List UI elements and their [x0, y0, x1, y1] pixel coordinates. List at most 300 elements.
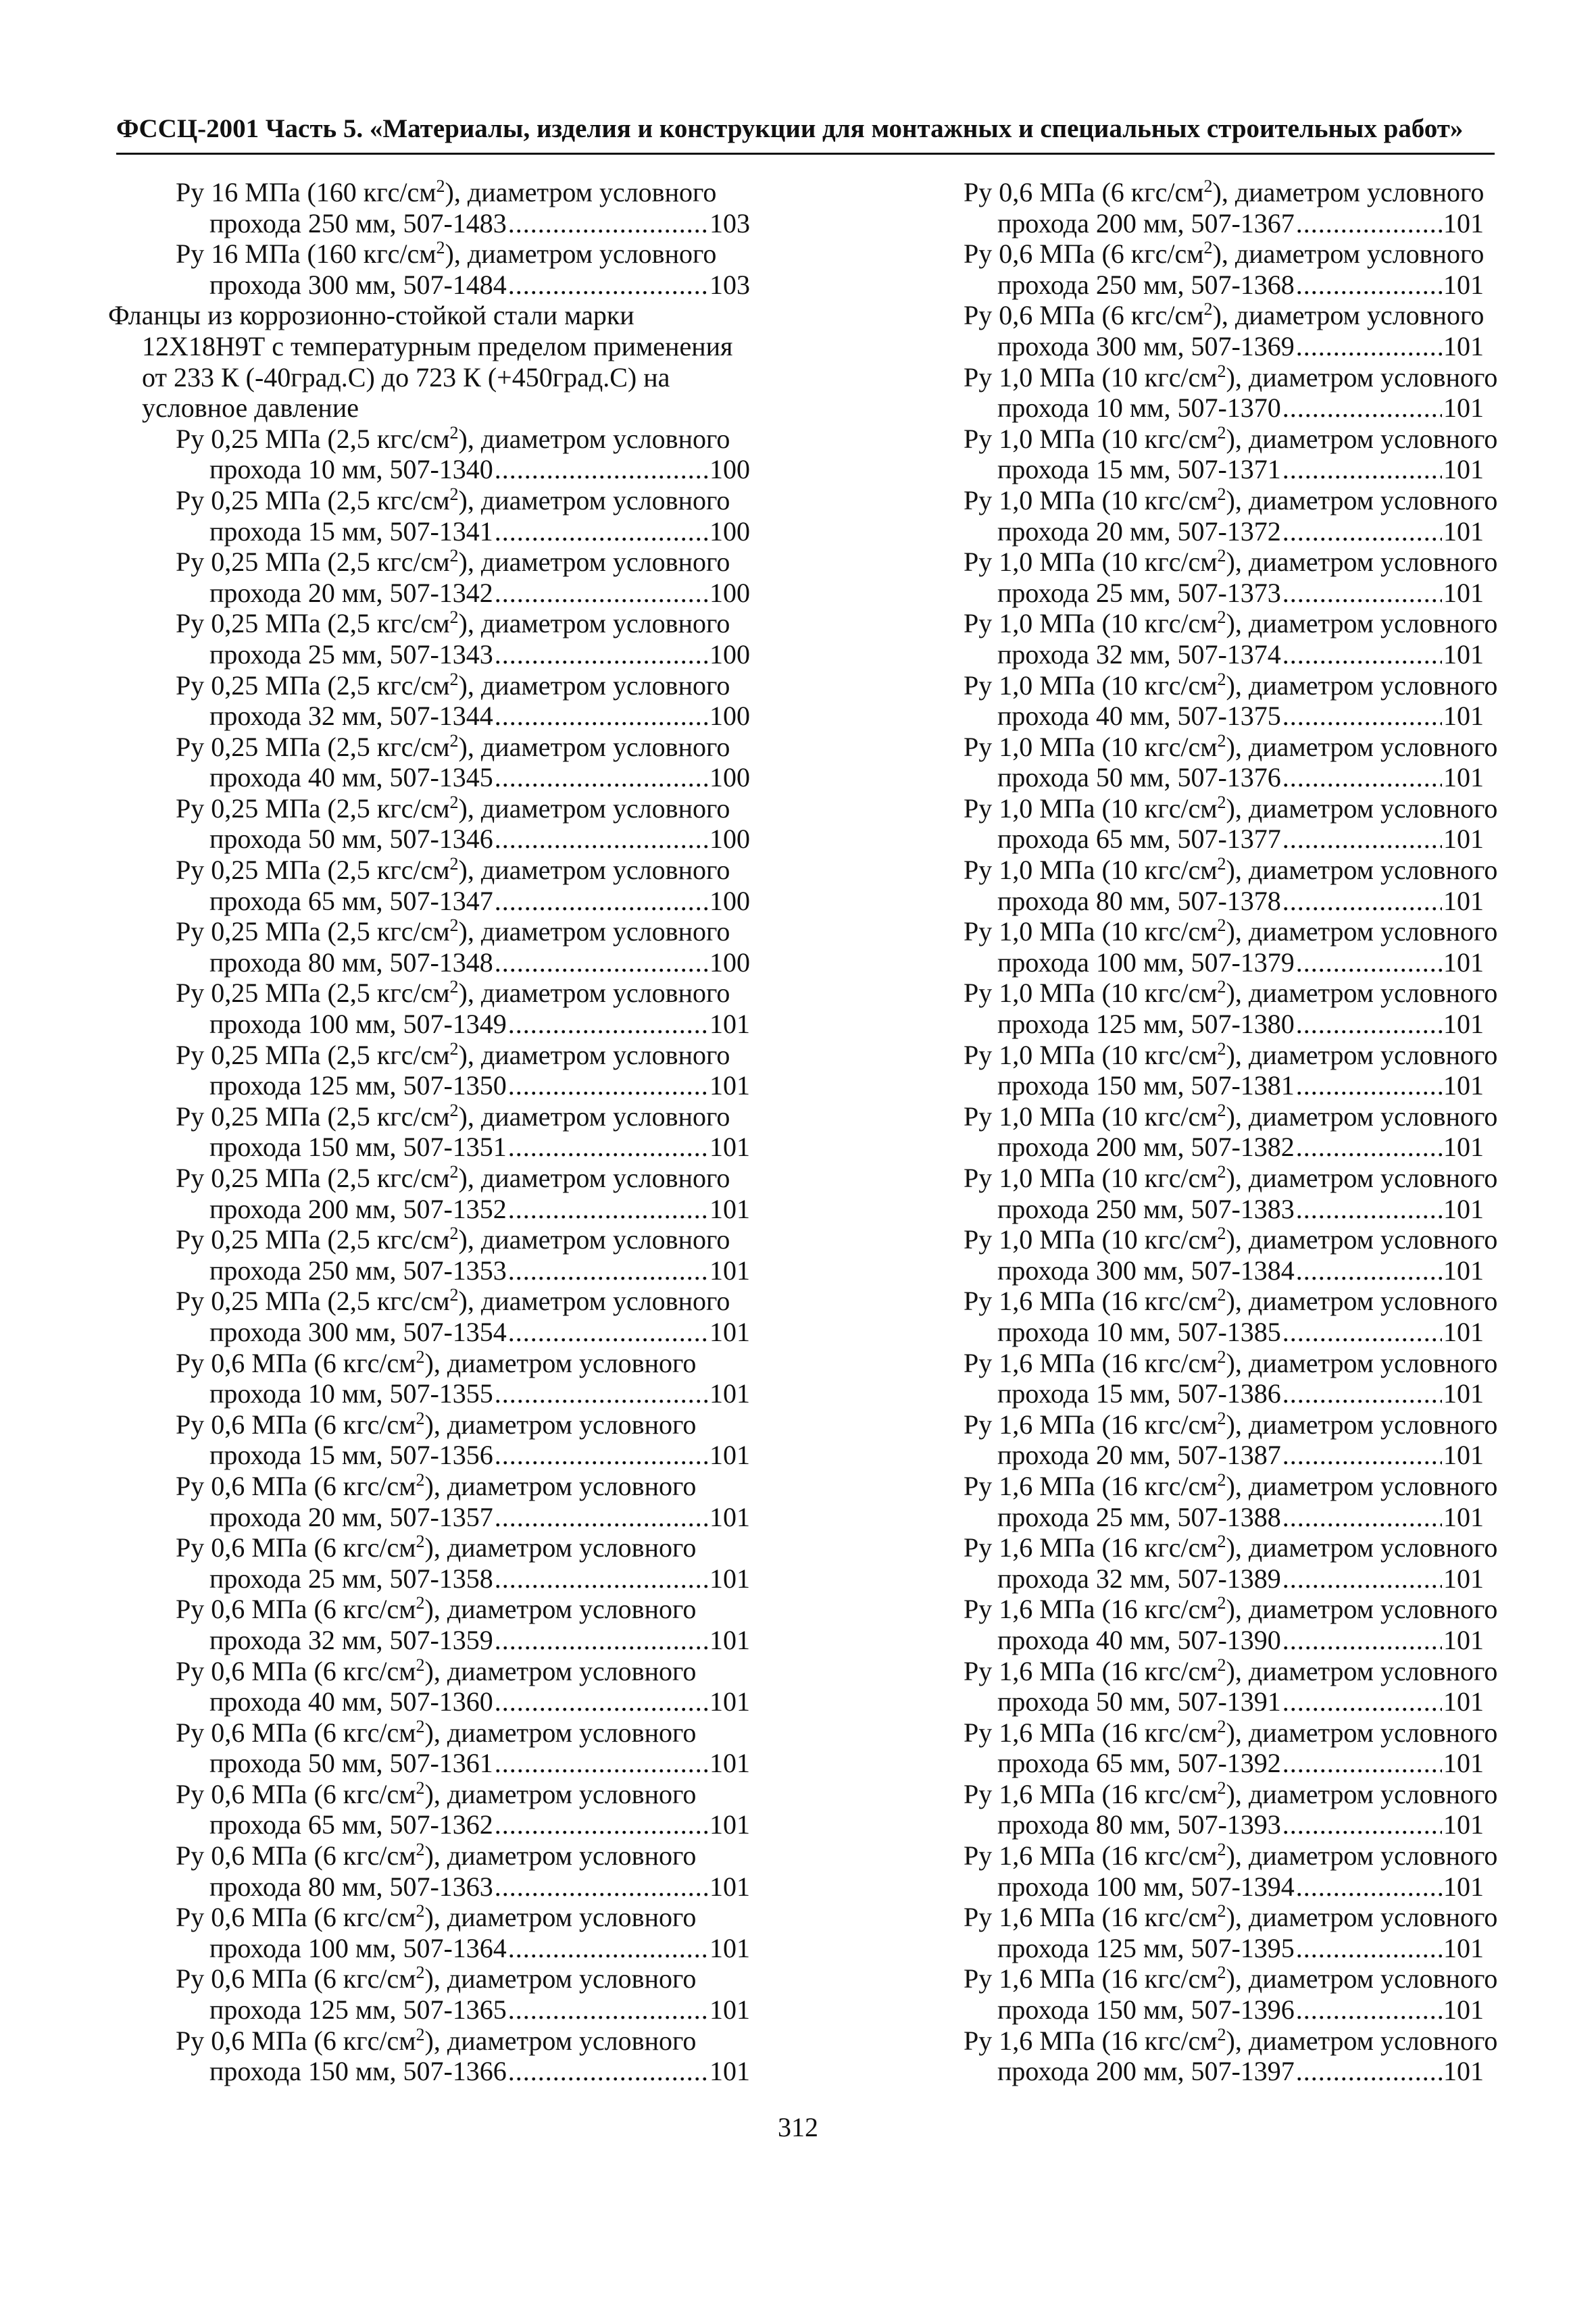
entry-diameter-text: ), диаметром условного [424, 1963, 697, 1994]
entry-passage-line [108, 947, 750, 978]
section-heading-line: Фланцы из коррозионно-стойкой стали марки [108, 300, 634, 331]
entry-diameter-text: ), диаметром условного [1212, 300, 1485, 331]
entry-superscript: 2 [1217, 669, 1226, 689]
entry-passage-text: прохода 250 мм, 507-1383 [997, 1193, 1295, 1224]
entry-superscript: 2 [1217, 546, 1226, 566]
entry-pressure-text: Ру 1,0 МПа (10 кгс/см [964, 670, 1218, 701]
index-entry [108, 547, 750, 608]
dot-leader [495, 1809, 708, 1840]
entry-heading-line [108, 1163, 750, 1194]
entry-heading-line [896, 1778, 1498, 1810]
index-entry [108, 1224, 750, 1286]
entry-page-ref: 101 [1443, 1316, 1484, 1347]
index-entry [896, 1038, 1498, 1101]
entry-page-ref: 101 [1443, 1009, 1484, 1040]
entry-passage-text: прохода 32 мм, 507-1344 [209, 701, 493, 732]
entry-passage-line [896, 1625, 1484, 1656]
entry-passage-line [108, 1563, 750, 1594]
entry-heading-line [896, 977, 1498, 1009]
dot-leader [495, 1871, 708, 1903]
dot-leader [1282, 1317, 1442, 1348]
entry-diameter-text: ), диаметром условного [1226, 793, 1498, 824]
entry-superscript: 2 [449, 607, 459, 628]
entry-passage-text: прохода 100 мм, 507-1394 [997, 1871, 1295, 1902]
entry-pressure-text: Ру 1,6 МПа (16 кгс/см [964, 1347, 1218, 1378]
entry-diameter-text: ), диаметром условного [1226, 1347, 1498, 1378]
entry-passage-line [896, 1317, 1484, 1348]
entry-passage-line [896, 208, 1484, 239]
entry-pressure-text: Ру 1,6 МПа (16 кгс/см [964, 1963, 1218, 1994]
entry-superscript: 2 [449, 1038, 459, 1059]
dot-leader [1282, 1748, 1442, 1779]
index-entry [896, 1224, 1498, 1286]
entry-passage-text: прохода 200 мм, 507-1397 [997, 2056, 1295, 2087]
entry-passage-line [896, 270, 1484, 301]
entry-passage-line [896, 1871, 1484, 1903]
entry-pressure-text: Ру 0,6 МПа (6 кгс/см [176, 2025, 416, 2056]
dot-leader [1282, 1625, 1442, 1656]
index-entry [896, 1840, 1498, 1902]
entry-passage-text: прохода 32 мм, 507-1359 [209, 1624, 493, 1655]
entry-superscript: 2 [1217, 854, 1226, 874]
dot-leader [1296, 947, 1442, 978]
entry-passage-text: прохода 25 мм, 507-1343 [209, 638, 493, 670]
entry-diameter-text: ), диаметром условного [424, 1470, 697, 1501]
entry-passage-line [896, 701, 1484, 732]
index-entry [108, 1532, 750, 1594]
entry-passage-text: прохода 100 мм, 507-1349 [209, 1009, 507, 1040]
entry-heading-line [896, 1593, 1498, 1625]
entry-passage-text: прохода 150 мм, 507-1396 [997, 1994, 1295, 2026]
entry-heading-line [108, 2026, 750, 2057]
index-entry [896, 422, 1498, 485]
entry-page-ref: 103 [709, 207, 750, 238]
entry-passage-line [896, 1748, 1484, 1779]
entry-superscript: 2 [449, 484, 459, 504]
entry-pressure-text: Ру 0,6 МПа (6 кгс/см [176, 1655, 416, 1686]
dot-leader [495, 1502, 708, 1533]
entry-superscript: 2 [449, 854, 459, 874]
entry-passage-line [896, 1255, 1484, 1286]
index-entry [108, 732, 750, 793]
entry-page-ref: 101 [1443, 1501, 1484, 1532]
entry-superscript: 2 [416, 1963, 425, 1983]
entry-diameter-text: ), диаметром условного [458, 1286, 730, 1317]
entry-page-ref: 100 [709, 762, 750, 793]
entry-diameter-text: ), диаметром условного [458, 1163, 730, 1193]
dot-leader [1282, 1809, 1442, 1840]
entry-page-ref: 101 [709, 1686, 750, 1717]
entry-pressure-text: Ру 0,25 МПа (2,5 кгс/см [176, 1039, 450, 1070]
entry-passage-text: прохода 40 мм, 507-1360 [209, 1686, 493, 1717]
entry-page-ref: 101 [1443, 1748, 1484, 1779]
entry-page-ref: 101 [1443, 577, 1484, 608]
entry-passage-line [108, 1748, 750, 1779]
entry-diameter-text: ), диаметром условного [1226, 1840, 1498, 1871]
entry-page-ref: 101 [709, 1440, 750, 1471]
entry-diameter-text: ), диаметром условного [458, 1224, 730, 1255]
entry-passage-line [108, 208, 750, 239]
entry-passage-text: прохода 150 мм, 507-1381 [997, 1070, 1295, 1101]
index-entry [108, 1840, 750, 1902]
entry-superscript: 2 [416, 1840, 425, 1860]
entry-superscript: 2 [416, 1655, 425, 1675]
entry-page-ref: 101 [1443, 638, 1484, 670]
entry-diameter-text: ), диаметром условного [424, 1655, 697, 1686]
entry-passage-text: прохода 65 мм, 507-1392 [997, 1748, 1281, 1779]
index-entry [896, 1901, 1498, 1963]
entry-heading-line [896, 1100, 1498, 1132]
dot-leader [508, 1132, 708, 1163]
entry-pressure-text: Ру 0,25 МПа (2,5 кгс/см [176, 423, 450, 454]
index-entry [896, 484, 1498, 547]
entry-pressure-text: Ру 0,6 МПа (6 кгс/см [964, 177, 1204, 207]
left-pre-entries [108, 177, 750, 300]
index-entry [896, 977, 1498, 1040]
entry-diameter-text: ), диаметром условного [458, 978, 730, 1009]
entry-page-ref: 101 [1443, 1932, 1484, 1963]
entry-page-ref: 101 [1443, 207, 1484, 238]
entry-passage-text: прохода 15 мм, 507-1341 [209, 515, 493, 547]
entry-superscript: 2 [1203, 176, 1213, 196]
entry-passage-text: прохода 65 мм, 507-1362 [209, 1809, 493, 1840]
entry-page-ref: 101 [709, 1624, 750, 1655]
dot-leader [508, 270, 708, 301]
dot-leader [1296, 1871, 1442, 1903]
entry-pressure-text: Ру 1,6 МПа (16 кгс/см [964, 1902, 1218, 1933]
entry-superscript: 2 [416, 1901, 425, 1921]
dot-leader [1296, 331, 1442, 362]
entry-superscript: 2 [416, 1408, 425, 1428]
entry-pressure-text: Ру 1,6 МПа (16 кгс/см [964, 1532, 1218, 1563]
entry-passage-text: прохода 25 мм, 507-1373 [997, 577, 1281, 608]
entry-heading-line [108, 670, 750, 701]
dot-leader [495, 516, 708, 547]
entry-page-ref: 101 [709, 1809, 750, 1840]
index-entry [108, 1101, 750, 1163]
entry-passage-line [896, 393, 1484, 424]
entry-passage-line [896, 516, 1484, 547]
index-entry [896, 730, 1498, 793]
entry-page-ref: 101 [1443, 515, 1484, 547]
section-heading-line: 12Х18Н9Т с температурным пределом применения [142, 330, 733, 361]
entry-passage-text: прохода 20 мм, 507-1342 [209, 577, 493, 608]
entry-superscript: 2 [1217, 915, 1226, 936]
index-entry [108, 1779, 750, 1840]
entry-superscript: 2 [449, 792, 459, 812]
entry-superscript: 2 [416, 1469, 425, 1490]
dot-leader [1296, 1255, 1442, 1286]
entry-page-ref: 101 [709, 1070, 750, 1101]
entry-pressure-text: Ру 16 МПа (160 кгс/см [176, 177, 437, 207]
entry-heading-line [108, 1840, 750, 1871]
entry-passage-text: прохода 50 мм, 507-1346 [209, 824, 493, 855]
index-entry [108, 238, 750, 300]
dot-leader [1296, 2056, 1442, 2087]
entry-pressure-text: Ру 1,6 МПа (16 кгс/см [964, 1409, 1218, 1440]
entry-passage-text: прохода 300 мм, 507-1384 [997, 1255, 1295, 1286]
entry-pressure-text: Ру 1,6 МПа (16 кгс/см [964, 1470, 1218, 1501]
entry-heading-line [896, 484, 1498, 516]
dot-leader [1296, 1194, 1442, 1225]
dot-leader [495, 1378, 708, 1409]
entry-diameter-text: ), диаметром условного [1226, 1039, 1498, 1070]
entry-passage-line [108, 1255, 750, 1286]
entry-passage-text: прохода 10 мм, 507-1385 [997, 1316, 1281, 1347]
entry-diameter-text: ), диаметром условного [1212, 177, 1485, 207]
entry-page-ref: 101 [1443, 947, 1484, 978]
entry-heading-line [108, 608, 750, 639]
entry-passage-line [896, 886, 1484, 917]
entry-superscript: 2 [1203, 299, 1213, 320]
entry-pressure-text: Ру 0,6 МПа (6 кгс/см [176, 1717, 416, 1748]
entry-page-ref: 101 [1443, 1440, 1484, 1471]
index-entry [108, 1902, 750, 1963]
entry-pressure-text: Ру 0,6 МПа (6 кгс/см [964, 238, 1204, 270]
entry-diameter-text: ), диаметром условного [1226, 361, 1498, 393]
entry-diameter-text: ), диаметром условного [1226, 1470, 1498, 1501]
entry-passage-line [896, 454, 1484, 485]
entry-page-ref: 100 [709, 515, 750, 547]
entry-page-ref: 101 [1443, 824, 1484, 855]
entry-heading-line [108, 1348, 750, 1379]
dot-leader [495, 1748, 708, 1779]
dot-leader [1296, 208, 1442, 239]
dot-leader [1296, 1070, 1442, 1101]
entry-page-ref: 101 [1443, 1871, 1484, 1902]
entry-diameter-text: ), диаметром условного [1226, 670, 1498, 701]
entry-passage-text: прохода 250 мм, 507-1483 [209, 207, 507, 238]
entry-passage-text: прохода 40 мм, 507-1345 [209, 762, 493, 793]
entry-page-ref: 101 [1443, 1193, 1484, 1224]
entry-superscript: 2 [1217, 484, 1226, 504]
index-entry [108, 1656, 750, 1717]
dot-leader [495, 701, 708, 732]
dot-leader [508, 1009, 708, 1040]
entry-superscript: 2 [1217, 361, 1226, 381]
entry-pressure-text: Ру 0,25 МПа (2,5 кгс/см [176, 793, 450, 824]
entry-page-ref: 101 [709, 1932, 750, 1963]
entry-passage-line [108, 578, 750, 609]
index-entry [896, 1778, 1498, 1840]
entry-pressure-text: Ру 1,0 МПа (10 кгс/см [964, 1163, 1218, 1193]
entry-passage-text: прохода 65 мм, 507-1347 [209, 885, 493, 916]
entry-diameter-text: ), диаметром условного [1226, 916, 1498, 947]
entry-pressure-text: Ру 0,25 МПа (2,5 кгс/см [176, 670, 450, 701]
entry-superscript: 2 [1217, 1408, 1226, 1428]
entry-page-ref: 101 [709, 1871, 750, 1902]
entry-superscript: 2 [416, 1347, 425, 1367]
entry-pressure-text: Ру 1,0 МПа (10 кгс/см [964, 423, 1218, 454]
entry-diameter-text: ), диаметром условного [1226, 1163, 1498, 1193]
entry-passage-line [108, 516, 750, 547]
entry-heading-line [108, 1040, 750, 1071]
entry-heading-line [896, 177, 1484, 208]
entry-passage-text: прохода 80 мм, 507-1348 [209, 947, 493, 978]
entry-heading-line [896, 1469, 1498, 1502]
entry-passage-line [108, 270, 750, 301]
entry-diameter-text: ), диаметром условного [424, 1902, 697, 1933]
index-entry [108, 1471, 750, 1532]
entry-diameter-text: ), диаметром условного [458, 855, 730, 886]
entry-passage-line [896, 1933, 1484, 1964]
entry-pressure-text: Ру 1,0 МПа (10 кгс/см [964, 916, 1218, 947]
entry-page-ref: 100 [709, 577, 750, 608]
entry-superscript: 2 [416, 2024, 425, 2044]
entry-page-ref: 100 [709, 638, 750, 670]
index-entry [896, 361, 1498, 424]
entry-page-ref: 100 [709, 947, 750, 978]
entry-passage-line [108, 762, 750, 793]
entry-diameter-text: ), диаметром условного [1226, 1594, 1498, 1625]
entry-superscript: 2 [1217, 730, 1226, 751]
dot-leader [1282, 1440, 1442, 1471]
entry-pressure-text: Ру 0,25 МПа (2,5 кгс/см [176, 1286, 450, 1317]
entry-heading-line [108, 177, 750, 208]
dot-leader [508, 1070, 708, 1101]
dot-leader [1282, 886, 1442, 917]
entry-page-ref: 100 [709, 454, 750, 485]
dot-leader [1282, 516, 1442, 547]
index-entry [108, 1717, 750, 1779]
entry-superscript: 2 [1217, 1100, 1226, 1120]
entry-passage-line [896, 1009, 1484, 1040]
entry-passage-line [896, 2056, 1484, 2087]
entry-passage-text: прохода 125 мм, 507-1395 [997, 1932, 1295, 1963]
entry-heading-line [108, 1286, 750, 1317]
entry-page-ref: 101 [1443, 1132, 1484, 1163]
index-entry [896, 1716, 1498, 1779]
entry-pressure-text: Ру 1,0 МПа (10 кгс/см [964, 1039, 1218, 1070]
entry-pressure-text: Ру 1,6 МПа (16 кгс/см [964, 1655, 1218, 1686]
entry-superscript: 2 [1217, 1469, 1226, 1490]
entry-pressure-text: Ру 0,6 МПа (6 кгс/см [176, 1778, 416, 1809]
entry-passage-line [896, 331, 1484, 362]
entry-pressure-text: Ру 1,0 МПа (10 кгс/см [964, 484, 1218, 515]
entry-heading-line [108, 1717, 750, 1749]
entry-superscript: 2 [1217, 1038, 1226, 1059]
dot-leader [508, 208, 708, 239]
entry-diameter-text: ), диаметром условного [1226, 1963, 1498, 1994]
entry-passage-line [108, 1194, 750, 1225]
dot-leader [1282, 1686, 1442, 1717]
right-column [896, 176, 1498, 2087]
dot-leader [495, 1686, 708, 1717]
entry-pressure-text: Ру 0,25 МПа (2,5 кгс/см [176, 978, 450, 1009]
entry-heading-line [896, 361, 1498, 393]
entry-diameter-text: ), диаметром условного [1226, 423, 1498, 454]
entry-pressure-text: Ру 1,0 МПа (10 кгс/см [964, 361, 1218, 393]
index-entry [896, 792, 1498, 855]
entry-heading-line [108, 793, 750, 824]
index-entry [108, 424, 750, 485]
entry-passage-line [108, 1994, 750, 2026]
index-entry [108, 793, 750, 855]
entry-passage-line [896, 1994, 1484, 2026]
entry-pressure-text: Ру 1,0 МПа (10 кгс/см [964, 547, 1218, 578]
entry-heading-line [108, 1471, 750, 1502]
entry-pressure-text: Ру 1,6 МПа (16 кгс/см [964, 1286, 1218, 1317]
index-entry [108, 1040, 750, 1101]
entry-diameter-text: ), диаметром условного [1226, 978, 1498, 1009]
entry-heading-line [896, 607, 1498, 639]
dot-leader [508, 2056, 708, 2087]
index-entry [896, 1408, 1498, 1471]
entry-heading-line [896, 792, 1498, 824]
entry-passage-text: прохода 25 мм, 507-1388 [997, 1501, 1281, 1532]
entry-heading-line [108, 1656, 750, 1687]
entry-heading-line [108, 732, 750, 763]
entry-passage-line [108, 1933, 750, 1964]
entry-passage-line [896, 1194, 1484, 1225]
entry-pressure-text: Ру 0,6 МПа (6 кгс/см [176, 1532, 416, 1563]
left-entries [108, 424, 750, 2087]
entry-pressure-text: Ру 1,0 МПа (10 кгс/см [964, 793, 1218, 824]
entry-heading-line [896, 1840, 1498, 1871]
entry-page-ref: 101 [1443, 454, 1484, 485]
entry-page-ref: 100 [709, 885, 750, 916]
dot-leader [508, 1994, 708, 2026]
dot-leader [495, 824, 708, 855]
entry-passage-text: прохода 10 мм, 507-1370 [997, 393, 1281, 424]
entry-pressure-text: Ру 0,25 МПа (2,5 кгс/см [176, 855, 450, 886]
entry-passage-text: прохода 300 мм, 507-1354 [209, 1316, 507, 1347]
entry-diameter-text: ), диаметром условного [1226, 2025, 1498, 2056]
entry-pressure-text: Ру 0,25 МПа (2,5 кгс/см [176, 916, 450, 947]
entry-heading-line [896, 1285, 1498, 1317]
section-heading-line: условное давление [142, 393, 359, 424]
index-entry [108, 485, 750, 547]
entry-superscript: 2 [436, 176, 445, 196]
entry-page-ref: 101 [1443, 1624, 1484, 1655]
entry-superscript: 2 [449, 1162, 459, 1182]
entry-pressure-text: Ру 0,6 МПа (6 кгс/см [176, 1470, 416, 1501]
entry-passage-text: прохода 15 мм, 507-1386 [997, 1378, 1281, 1409]
entry-passage-text: прохода 25 мм, 507-1358 [209, 1563, 493, 1594]
index-entry [896, 1162, 1498, 1224]
entry-heading-line [896, 1655, 1498, 1687]
entry-pressure-text: Ру 16 МПа (160 кгс/см [176, 238, 437, 270]
entry-passage-line [108, 1009, 750, 1040]
index-entry [896, 1469, 1498, 1532]
entry-heading-line [896, 915, 1498, 947]
index-entry [108, 978, 750, 1039]
entry-superscript: 2 [1217, 792, 1226, 812]
entry-heading-line [108, 485, 750, 516]
entry-diameter-text: ), диаметром условного [424, 2025, 697, 2056]
entry-passage-text: прохода 32 мм, 507-1374 [997, 638, 1281, 670]
entry-passage-text: прохода 300 мм, 507-1369 [997, 330, 1295, 361]
entry-superscript: 2 [1203, 238, 1213, 258]
entry-heading-line [896, 1038, 1498, 1071]
dot-leader [1282, 1502, 1442, 1533]
entry-passage-text: прохода 200 мм, 507-1367 [997, 207, 1295, 238]
entry-diameter-text: ), диаметром условного [424, 1409, 697, 1440]
entry-pressure-text: Ру 1,0 МПа (10 кгс/см [964, 608, 1218, 639]
entry-diameter-text: ), диаметром условного [424, 1840, 697, 1871]
entry-passage-line [108, 1809, 750, 1840]
dot-leader [1296, 270, 1442, 301]
entry-superscript: 2 [449, 1100, 459, 1120]
entry-superscript: 2 [416, 1716, 425, 1736]
dot-leader [495, 762, 708, 793]
entry-passage-text: прохода 65 мм, 507-1377 [997, 824, 1281, 855]
index-entry [108, 670, 750, 732]
page-header-title: ФССЦ-2001 Часть 5. «Материалы, изделия и конструкции для монтажных и специальных строительных работ» [116, 114, 1464, 143]
entry-superscript: 2 [1217, 1285, 1226, 1305]
entry-passage-line [896, 1378, 1484, 1409]
entry-passage-line [108, 1871, 750, 1903]
